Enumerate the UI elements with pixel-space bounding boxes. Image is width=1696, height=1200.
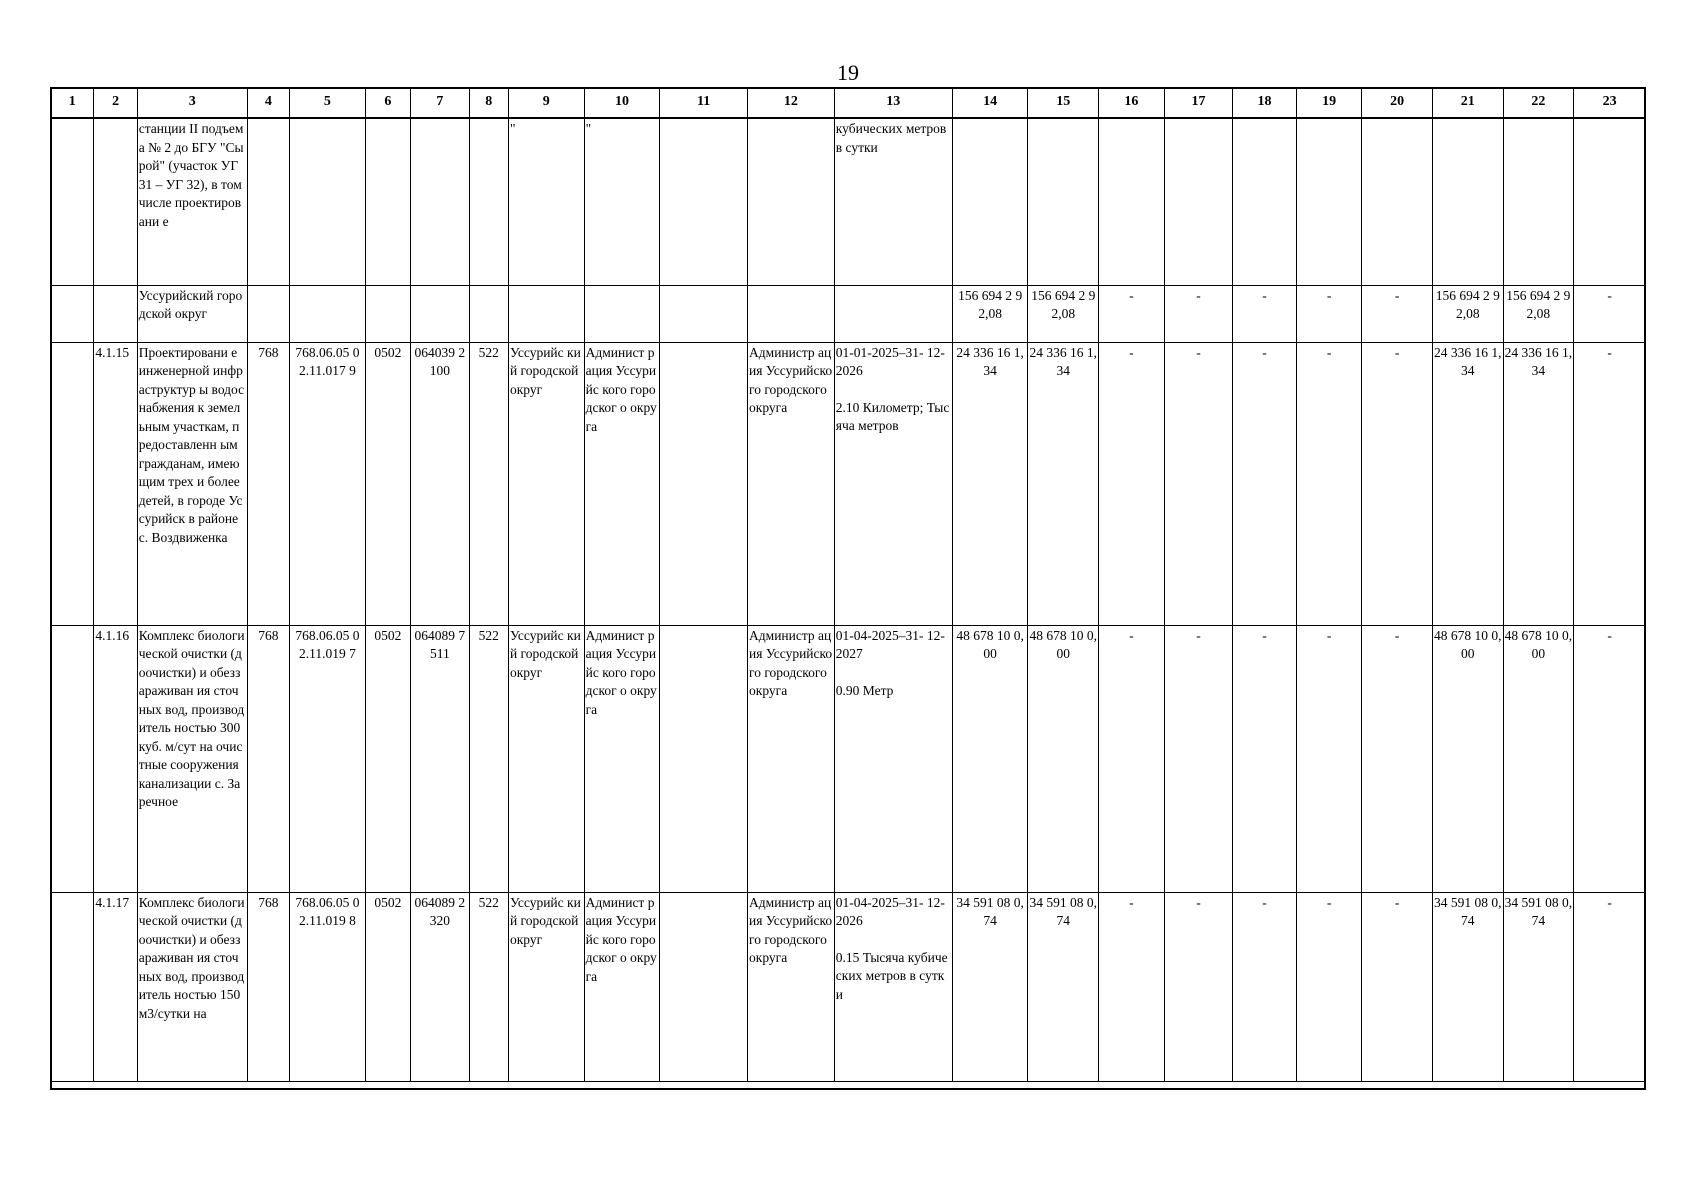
- column-header: 19: [1296, 88, 1362, 119]
- cell-col-5: 768.06.05 02.11.019 8: [290, 892, 366, 1081]
- cell-col-8: [469, 285, 508, 342]
- column-header: 13: [834, 88, 952, 119]
- implementation-period: 01-04-2025–31- 12-2027: [835, 627, 945, 661]
- column-header: 5: [290, 88, 366, 119]
- cell-col-2: 4.1.16: [94, 625, 137, 892]
- cell-col-1: [51, 118, 94, 285]
- cell-col-4: [247, 285, 289, 342]
- cell-col-18: -: [1233, 625, 1297, 892]
- cell-col-15: 24 336 16 1,34: [1028, 342, 1099, 625]
- cell-col-16: -: [1099, 342, 1165, 625]
- cell-col-13: [834, 285, 952, 342]
- cell-col-8: 522: [469, 342, 508, 625]
- cell-col-19: -: [1296, 892, 1362, 1081]
- cell-col-4: [247, 118, 289, 285]
- cell-col-6: 0502: [365, 625, 410, 892]
- cell-col-9: Уссурийс кий городской округ: [508, 342, 584, 625]
- cell-col-21: 48 678 10 0,00: [1432, 625, 1503, 892]
- cell-col-15: 34 591 08 0,74: [1028, 892, 1099, 1081]
- cell-col-15: 48 678 10 0,00: [1028, 625, 1099, 892]
- cell-col-4: 768: [247, 342, 289, 625]
- column-header: 11: [660, 88, 748, 119]
- page-number: 19: [837, 60, 859, 85]
- column-header: 15: [1028, 88, 1099, 119]
- column-header: 6: [365, 88, 410, 119]
- cell-col-21: 156 694 2 92,08: [1432, 285, 1503, 342]
- cell-col-14: 156 694 2 92,08: [952, 285, 1028, 342]
- cell-col-12: Администр ация Уссурийско го городского округа: [748, 625, 835, 892]
- cell-col-3: станции II подъема № 2 до БГУ "Сырой" (участок УГ 31 – УГ 32), в том числе проектировани е: [137, 118, 247, 285]
- cell-col-17: -: [1164, 625, 1233, 892]
- cell-col-19: -: [1296, 342, 1362, 625]
- cell-col-23: -: [1574, 342, 1646, 625]
- cell-col-22: 24 336 16 1,34: [1503, 342, 1574, 625]
- column-header: 17: [1164, 88, 1233, 119]
- cell-col-23: -: [1574, 285, 1646, 342]
- implementation-period: 01-04-2025–31- 12-2026: [835, 894, 945, 928]
- cell-col-22: 48 678 10 0,00: [1503, 625, 1574, 892]
- cell-col-5: 768.06.05 02.11.019 7: [290, 625, 366, 892]
- capacity-indicator: 2.10 Километр; Тысяча метров: [835, 399, 950, 433]
- cell-col-21: [1432, 118, 1503, 285]
- cell-col-20: -: [1362, 892, 1433, 1081]
- cell-col-12: Администр ация Уссурийско го городского округа: [748, 342, 835, 625]
- column-header: 9: [508, 88, 584, 119]
- cell-col-14: 48 678 10 0,00: [952, 625, 1028, 892]
- column-header: 23: [1574, 88, 1646, 119]
- cell-col-2: 4.1.15: [94, 342, 137, 625]
- column-header: 18: [1233, 88, 1297, 119]
- cell-col-23: -: [1574, 892, 1646, 1081]
- cell-col-10: Админист рация Уссурийс кого городског о округа: [584, 892, 660, 1081]
- column-header: 16: [1099, 88, 1165, 119]
- implementation-period: 01-01-2025–31- 12-2026: [835, 344, 945, 378]
- column-header: 20: [1362, 88, 1433, 119]
- column-header: 7: [411, 88, 470, 119]
- cell-col-1: [51, 892, 94, 1081]
- cell-col-4: 768: [247, 892, 289, 1081]
- column-header: 2: [94, 88, 137, 119]
- cell-col-4: 768: [247, 625, 289, 892]
- cell-col-19: -: [1296, 625, 1362, 892]
- cell-col-9: ": [508, 118, 584, 285]
- cell-col-18: -: [1233, 285, 1297, 342]
- cell-col-8: 522: [469, 892, 508, 1081]
- cell-col-15: [1028, 118, 1099, 285]
- cell-col-1: [51, 285, 94, 342]
- cell-col-11: [660, 625, 748, 892]
- cell-col-12: Администр ация Уссурийско го городского округа: [748, 892, 835, 1081]
- column-header: 8: [469, 88, 508, 119]
- cell-col-8: [469, 118, 508, 285]
- cell-col-10: ": [584, 118, 660, 285]
- cell-col-12: [748, 118, 835, 285]
- cell-col-2: [94, 285, 137, 342]
- cell-col-6: [365, 118, 410, 285]
- cell-col-20: -: [1362, 342, 1433, 625]
- cell-col-3: Комплекс биологической очистки (доочистки) и обеззараживан ия сточных вод, производитель ностью 300 куб. м/сут на очистные сооружения канализации с. Заречное: [137, 625, 247, 892]
- cell-col-5: 768.06.05 02.11.017 9: [290, 342, 366, 625]
- cell-col-14: 24 336 16 1,34: [952, 342, 1028, 625]
- column-header: 21: [1432, 88, 1503, 119]
- cell-col-3: Комплекс биологической очистки (доочистки) и обеззараживан ия сточных вод, производитель ностью 150 м3/сутки на: [137, 892, 247, 1081]
- capacity-indicator: 0.90 Метр: [835, 682, 894, 698]
- cell-col-2: 4.1.17: [94, 892, 137, 1081]
- cell-col-23: [1574, 118, 1646, 285]
- cell-col-14: 34 591 08 0,74: [952, 892, 1028, 1081]
- cell-col-11: [660, 285, 748, 342]
- cell-col-9: Уссурийс кий городской округ: [508, 892, 584, 1081]
- cell-col-21: 34 591 08 0,74: [1432, 892, 1503, 1081]
- cell-col-13: [834, 892, 952, 1081]
- cell-col-6: [365, 285, 410, 342]
- cell-col-9: Уссурийс кий городской округ: [508, 625, 584, 892]
- cell-col-23: -: [1574, 625, 1646, 892]
- cell-col-17: [1164, 118, 1233, 285]
- column-header: 4: [247, 88, 289, 119]
- cell-col-6: 0502: [365, 892, 410, 1081]
- column-header: 10: [584, 88, 660, 119]
- cell-col-22: [1503, 118, 1574, 285]
- cell-col-5: [290, 285, 366, 342]
- cell-col-16: -: [1099, 285, 1165, 342]
- cell-col-10: [584, 285, 660, 342]
- cell-col-10: Админист рация Уссурийс кого городског о округа: [584, 342, 660, 625]
- cell-col-14: [952, 118, 1028, 285]
- cell-col-20: [1362, 118, 1433, 285]
- cell-col-17: -: [1164, 285, 1233, 342]
- cell-col-11: [660, 892, 748, 1081]
- cell-col-18: [1233, 118, 1297, 285]
- cell-col-21: 24 336 16 1,34: [1432, 342, 1503, 625]
- cell-col-19: -: [1296, 285, 1362, 342]
- cell-col-16: -: [1099, 892, 1165, 1081]
- column-header: 22: [1503, 88, 1574, 119]
- cell-col-7: 064089 7511: [411, 625, 470, 892]
- cell-col-5: [290, 118, 366, 285]
- header-row: [51, 88, 1646, 119]
- column-header: 14: [952, 88, 1028, 119]
- cell-col-1: [51, 342, 94, 625]
- table-row: [51, 285, 1646, 342]
- cell-col-3: Проектировани е инженерной инфраструктур ы водоснабжения к земельным участкам, предоставленн ым гражданам, имеющим трех и более детей, в городе Уссурийск в районе с. Воздвиженка: [137, 342, 247, 625]
- cell-col-16: [1099, 118, 1165, 285]
- cell-col-22: 34 591 08 0,74: [1503, 892, 1574, 1081]
- table-row: [51, 342, 1646, 625]
- cell-col-7: [411, 118, 470, 285]
- table-row: [51, 118, 1646, 285]
- cell-col-20: -: [1362, 285, 1433, 342]
- cell-col-6: 0502: [365, 342, 410, 625]
- cell-col-11: [660, 118, 748, 285]
- cell-col-19: [1296, 118, 1362, 285]
- column-header: 3: [137, 88, 247, 119]
- cell-col-11: [660, 342, 748, 625]
- cell-col-1: [51, 625, 94, 892]
- cell-col-18: -: [1233, 892, 1297, 1081]
- column-header: 12: [748, 88, 835, 119]
- cell-col-16: -: [1099, 625, 1165, 892]
- cell-col-3: Уссурийский городской округ: [137, 285, 247, 342]
- cell-col-9: [508, 285, 584, 342]
- cell-col-18: -: [1233, 342, 1297, 625]
- cell-col-20: -: [1362, 625, 1433, 892]
- cell-col-17: -: [1164, 342, 1233, 625]
- table-row: [51, 892, 1646, 1081]
- cell-col-13: [834, 625, 952, 892]
- column-header: 1: [51, 88, 94, 119]
- cell-col-8: 522: [469, 625, 508, 892]
- cell-col-17: -: [1164, 892, 1233, 1081]
- cell-col-13: [834, 342, 952, 625]
- table-row: [51, 625, 1646, 892]
- cell-col-2: [94, 118, 137, 285]
- cell-col-22: 156 694 2 92,08: [1503, 285, 1574, 342]
- cell-col-13: кубических метров в сутки: [834, 118, 952, 285]
- cell-col-7: [411, 285, 470, 342]
- cell-col-7: 064089 2320: [411, 892, 470, 1081]
- cell-col-12: [748, 285, 835, 342]
- budget-table: [50, 87, 1646, 1082]
- cell-col-15: 156 694 2 92,08: [1028, 285, 1099, 342]
- cell-col-10: Админист рация Уссурийс кого городског о округа: [584, 625, 660, 892]
- capacity-indicator: 0.15 Тысяча кубических метров в сутки: [835, 949, 948, 1002]
- cell-col-7: 064039 2100: [411, 342, 470, 625]
